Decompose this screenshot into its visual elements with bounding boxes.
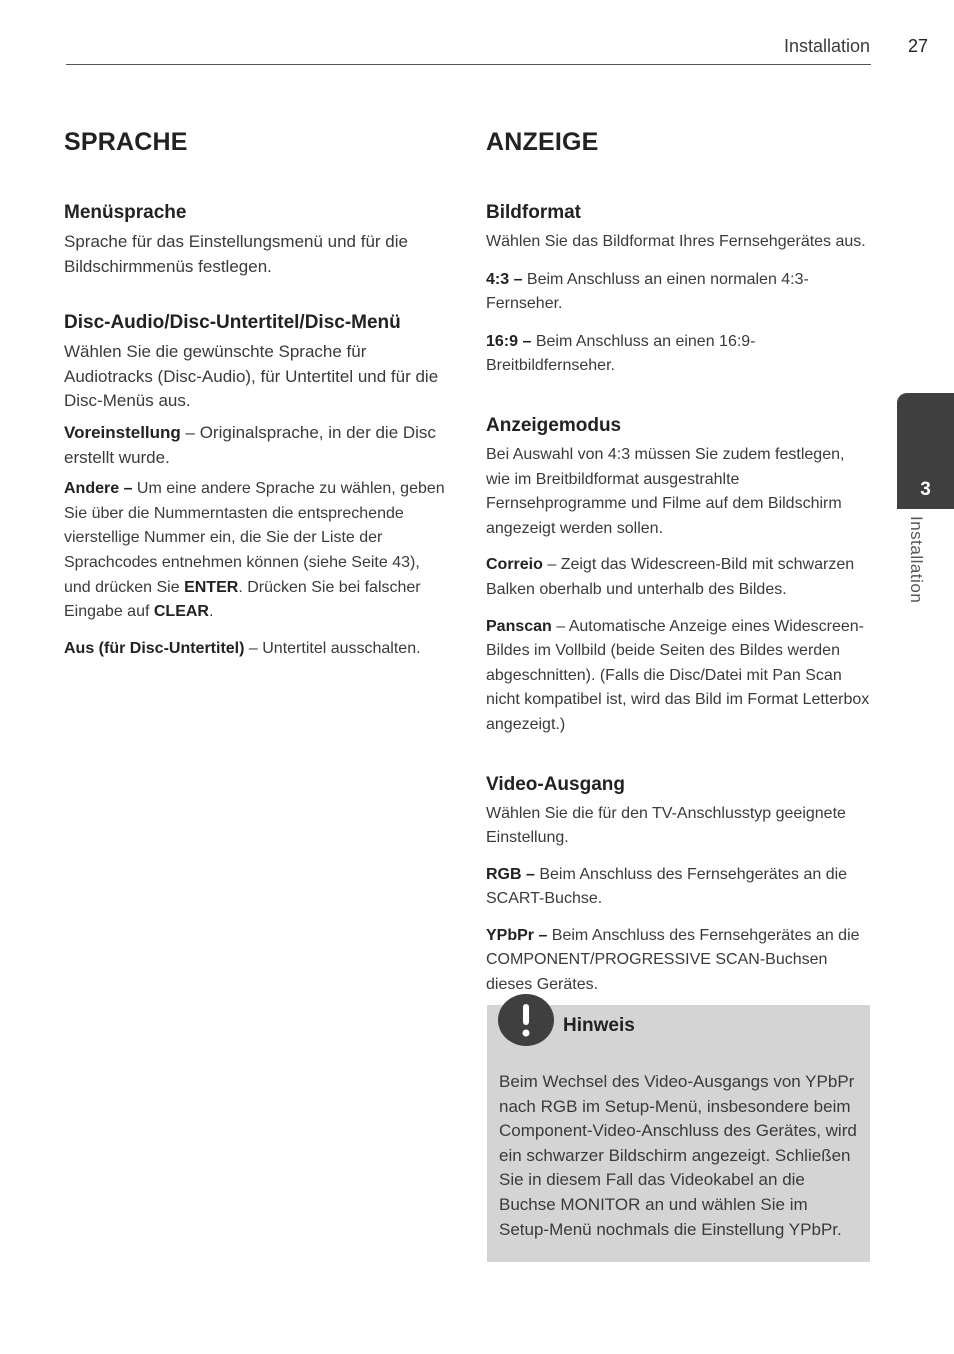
menu-language-text: Sprache für das Einstellungsmenü und für die Bildschirmmenüs festlegen. [64,232,408,276]
video-output-option-rgb: RGB – Beim Anschluss des Fernsehgerätes an die SCART-Buchse. [486,865,848,908]
other-option-label: Andere – [64,480,133,498]
enter-key-label: ENTER [184,578,239,596]
aspect-option-43-label: 4:3 – [486,270,523,288]
header-divider [66,64,871,65]
display-mode-heading: Anzeigemodus [486,414,622,436]
aspect-option-169-label: 16:9 – [486,332,532,350]
exclamation-icon [498,994,554,1046]
disc-language-block [64,312,448,661]
right-column [486,128,872,998]
aspect-text: Wählen Sie das Bildformat Ihres Fernsehgerätes aus. [486,233,866,250]
ypbpr-label: YPbPr – [486,926,548,944]
chapter-tab [897,393,954,509]
off-option-label: Aus (für Disc-Untertitel) [64,639,245,657]
header-section-title: Installation [783,36,870,56]
chapter-number: 3 [920,479,931,500]
default-option-text: Voreinstellung – Originalsprache, in der die Disc erstellt wurde. [64,422,436,467]
video-output-heading: Video-Ausgang [486,773,625,795]
display-mode-option-panscan: Panscan – Automatische Anzeige eines Widescreen-Bildes im Vollbild (beide Seiten des Bildes werden abgeschnitten). (Falls die Disc/Datei mit Pan Scan nicht kompatibel ist, wird das Bild im Format Letterbox angezeigt.) [486,617,870,733]
clear-key-label: CLEAR [153,603,209,621]
menu-language-block [64,202,448,279]
section-title-anzeige: ANZEIGE [486,128,599,156]
correio-label: Correio [486,556,543,574]
chapter-label: Installation [907,516,926,604]
display-mode-block [486,415,872,738]
left-column [64,128,448,661]
video-output-option-ypbpr: YPbPr – Beim Anschluss des Fernsehgerätes an die COMPONENT/PROGRESSIVE SCAN-Buchsen dieses Gerätes. [486,926,860,994]
off-option-text: Aus (für Disc-Untertitel) – Untertitel ausschalten. [64,639,421,657]
display-mode-text: Bei Auswahl von 4:3 müssen Sie zudem festlegen, wie im Breitbildformat ausgestrahlte Fernsehprogramme und Filme auf dem Bildschirm angezeigt werden sollen. [486,445,845,537]
menu-language-heading: Menüsprache [64,202,187,223]
panscan-label: Panscan [486,617,552,635]
note-title: Hinweis [563,1015,635,1036]
page-number: 27 [908,36,929,56]
video-output-block [486,774,872,998]
video-output-text: Wählen Sie die für den TV-Anschlusstyp geeignete Einstellung. [486,804,846,847]
disc-language-text: Wählen Sie die gewünschte Sprache für Audiotracks (Disc-Audio), für Untertitel und für die Disc-Menüs aus. [64,342,439,411]
rgb-label: RGB – [486,865,535,883]
aspect-option-43: 4:3 – Beim Anschluss an einen normalen 4:3-Fernseher. [486,270,809,313]
aspect-option-169: 16:9 – Beim Anschluss an einen 16:9-Breitbildfernseher. [486,332,756,375]
note-text: Beim Wechsel des Video-Ausgangs von YPbPr nach RGB im Setup-Menü, insbesondere beim Component-Video-Anschluss des Gerätes, wird ein schwarzer Bildschirm angezeigt. Schließen Sie in diesem Fall das Videokabel an die Buchse MONITOR an und wählen Sie im Setup-Menü nochmals die Einstellung YPbPr. [499,1072,857,1239]
aspect-heading: Bildformat [486,202,581,223]
display-mode-option-correio: Correio – Zeigt das Widescreen-Bild mit schwarzen Balken oberhalb und unterhalb des Bildes. [486,556,855,598]
other-option-text: Andere – Um eine andere Sprache zu wählen, geben Sie über die Nummerntasten die entsprechende vierstellige Nummer ein, die Sie der Liste der Sprachcodes entnehmen können (siehe Seite 43), und drücken Sie ENTER. Drücken Sie bei falscher Eingabe auf CLEAR. [64,480,445,621]
default-option-label: Voreinstellung [64,422,181,442]
section-title-sprache: SPRACHE [64,128,188,156]
disc-language-heading: Disc-Audio/Disc-Untertitel/Disc-Menü [64,312,401,334]
aspect-block [486,202,872,379]
